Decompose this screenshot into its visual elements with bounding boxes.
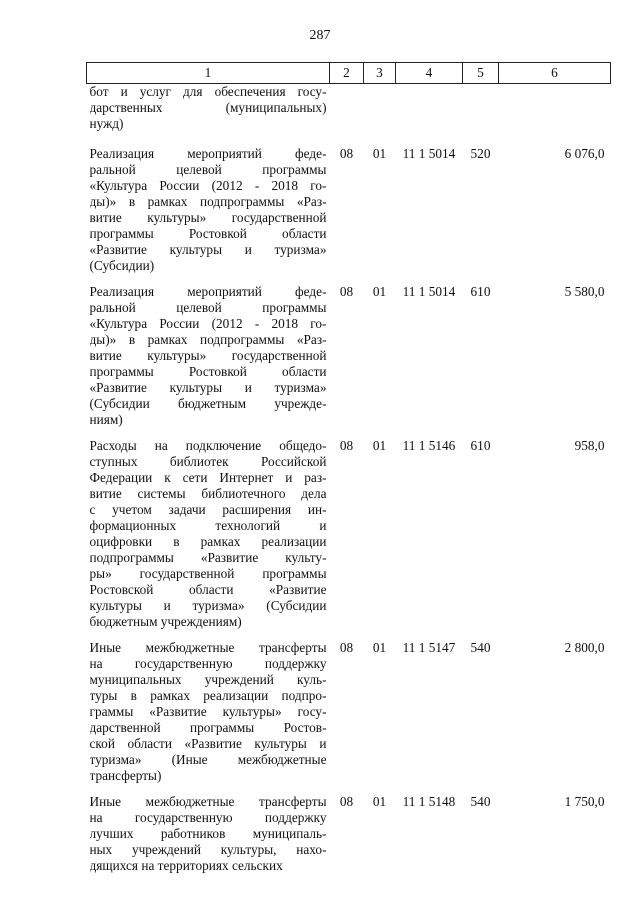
row-amount: 6 076,0 bbox=[564, 146, 605, 161]
row-section-code: 08 bbox=[339, 640, 354, 655]
row-target-article-code: 11 1 5014 bbox=[402, 284, 456, 299]
row-subsection-code: 01 bbox=[372, 794, 387, 809]
row-target-article-code bbox=[396, 84, 463, 147]
row-target-article-code: 11 1 5014 bbox=[402, 146, 456, 161]
description-line: ры» государственной программы bbox=[89, 566, 327, 581]
description-line: ды)» в рамках подпрограммы «Раз- bbox=[89, 332, 327, 347]
description-line: программы Ростовкой области bbox=[89, 226, 327, 241]
row-amount bbox=[499, 84, 611, 147]
table-row bbox=[87, 640, 611, 794]
header-col-2: 2 bbox=[330, 63, 364, 84]
header-col-5: 5 bbox=[463, 63, 499, 84]
row-subsection-code: 01 bbox=[372, 284, 387, 299]
page-number: 287 bbox=[309, 28, 331, 43]
row-amount: 5 580,0 bbox=[564, 284, 605, 299]
header-col-4: 4 bbox=[396, 63, 463, 84]
header-col-1: 1 bbox=[87, 63, 330, 84]
description-line: витие культуры» государственной bbox=[89, 348, 327, 363]
description-line: муниципальных учреждений куль- bbox=[89, 672, 327, 687]
description-line: (Субсидии бюджетным учрежде- bbox=[89, 396, 327, 411]
table-body bbox=[87, 84, 611, 875]
row-expense-type-code: 610 bbox=[470, 284, 491, 299]
row-description bbox=[87, 284, 330, 438]
row-section-code: 08 bbox=[339, 794, 354, 809]
table-header bbox=[87, 63, 611, 84]
row-section-code: 08 bbox=[339, 284, 354, 299]
description-line: трансферты) bbox=[89, 768, 162, 783]
description-line: (Субсидии) bbox=[89, 258, 155, 273]
description-line: дящихся на территориях сельских bbox=[89, 858, 283, 873]
description-line: туризма» (Иные межбюджетные bbox=[89, 752, 327, 767]
row-section-code: 08 bbox=[339, 146, 354, 161]
row-amount: 2 800,0 bbox=[564, 640, 605, 655]
description-line: дарственных (муниципальных) bbox=[89, 100, 327, 115]
description-line: «Развитие культуры и туризма» bbox=[89, 242, 327, 257]
description-line: «Культура России (2012 - 2018 го- bbox=[89, 178, 327, 193]
description-line: «Развитие культуры и туризма» bbox=[89, 380, 327, 395]
description-line: Иные межбюджетные трансферты bbox=[89, 640, 327, 655]
header-col-3: 3 bbox=[364, 63, 396, 84]
row-target-article-code: 11 1 5147 bbox=[402, 640, 456, 655]
description-line: ской области «Развитие культуры и bbox=[89, 736, 327, 751]
row-description bbox=[87, 640, 330, 794]
table-row bbox=[87, 794, 611, 874]
description-line: дарственной программы Ростов- bbox=[89, 720, 327, 735]
description-line: Реализация мероприятий феде- bbox=[89, 284, 327, 299]
description-line: бот и услуг для обеспечения госу- bbox=[89, 84, 327, 99]
description-line: бюджетным учреждениям) bbox=[89, 614, 242, 629]
budget-table bbox=[86, 62, 611, 874]
description-line: ральной целевой программы bbox=[89, 300, 327, 315]
row-section-code bbox=[330, 84, 364, 147]
row-target-article-code: 11 1 5148 bbox=[402, 794, 456, 809]
description-line: ступных библиотек Российской bbox=[89, 454, 327, 469]
row-subsection-code: 01 bbox=[372, 438, 387, 453]
header-row bbox=[87, 63, 611, 84]
description-line: туры в рамках реализации подпро- bbox=[89, 688, 327, 703]
description-line: культуры и туризма» (Субсидии bbox=[89, 598, 327, 613]
description-line: на государственную поддержку bbox=[89, 656, 327, 671]
description-line: Расходы на подключение общедо- bbox=[89, 438, 327, 453]
description-line: ды)» в рамках подпрограммы «Раз- bbox=[89, 194, 327, 209]
description-line: ниям) bbox=[89, 412, 123, 427]
row-subsection-code: 01 bbox=[372, 640, 387, 655]
description-line: витие культуры» государственной bbox=[89, 210, 327, 225]
description-line: на государственную поддержку bbox=[89, 810, 327, 825]
description-line: нужд) bbox=[89, 116, 124, 131]
row-expense-type-code: 540 bbox=[470, 794, 491, 809]
description-line: граммы «Развитие культуры» госу- bbox=[89, 704, 327, 719]
row-description bbox=[87, 438, 330, 640]
table-row bbox=[87, 146, 611, 284]
description-line: Федерации к сети Интернет и раз- bbox=[89, 470, 327, 485]
row-description bbox=[87, 146, 330, 284]
description-line: с учетом задачи расширения ин- bbox=[89, 502, 327, 517]
table-row bbox=[87, 84, 611, 147]
description-line: подпрограммы «Развитие культу- bbox=[89, 550, 327, 565]
description-line: оцифровки в рамках реализации bbox=[89, 534, 327, 549]
row-expense-type-code: 610 bbox=[470, 438, 491, 453]
row-target-article-code: 11 1 5146 bbox=[402, 438, 456, 453]
description-line: ральной целевой программы bbox=[89, 162, 327, 177]
table-row bbox=[87, 284, 611, 438]
row-expense-type-code bbox=[463, 84, 499, 147]
description-line: Реализация мероприятий феде- bbox=[89, 146, 327, 161]
description-line: витие системы библиотечного дела bbox=[89, 486, 327, 501]
description-line: Ростовской области «Развитие bbox=[89, 582, 327, 597]
row-amount: 1 750,0 bbox=[564, 794, 605, 809]
row-description bbox=[87, 84, 330, 147]
description-line: ных учреждений культуры, нахо- bbox=[89, 842, 327, 857]
description-line: «Культура России (2012 - 2018 го- bbox=[89, 316, 327, 331]
row-subsection-code: 01 bbox=[372, 146, 387, 161]
row-section-code: 08 bbox=[339, 438, 354, 453]
description-line: лучших работников муниципаль- bbox=[89, 826, 327, 841]
description-line: формационных технологий и bbox=[89, 518, 327, 533]
row-description bbox=[87, 794, 330, 874]
row-amount: 958,0 bbox=[574, 438, 605, 453]
table-row bbox=[87, 438, 611, 640]
description-line: Иные межбюджетные трансферты bbox=[89, 794, 327, 809]
row-subsection-code bbox=[364, 84, 396, 147]
row-expense-type-code: 540 bbox=[470, 640, 491, 655]
header-col-6: 6 bbox=[499, 63, 611, 84]
description-line: программы Ростовкой области bbox=[89, 364, 327, 379]
row-expense-type-code: 520 bbox=[470, 146, 491, 161]
